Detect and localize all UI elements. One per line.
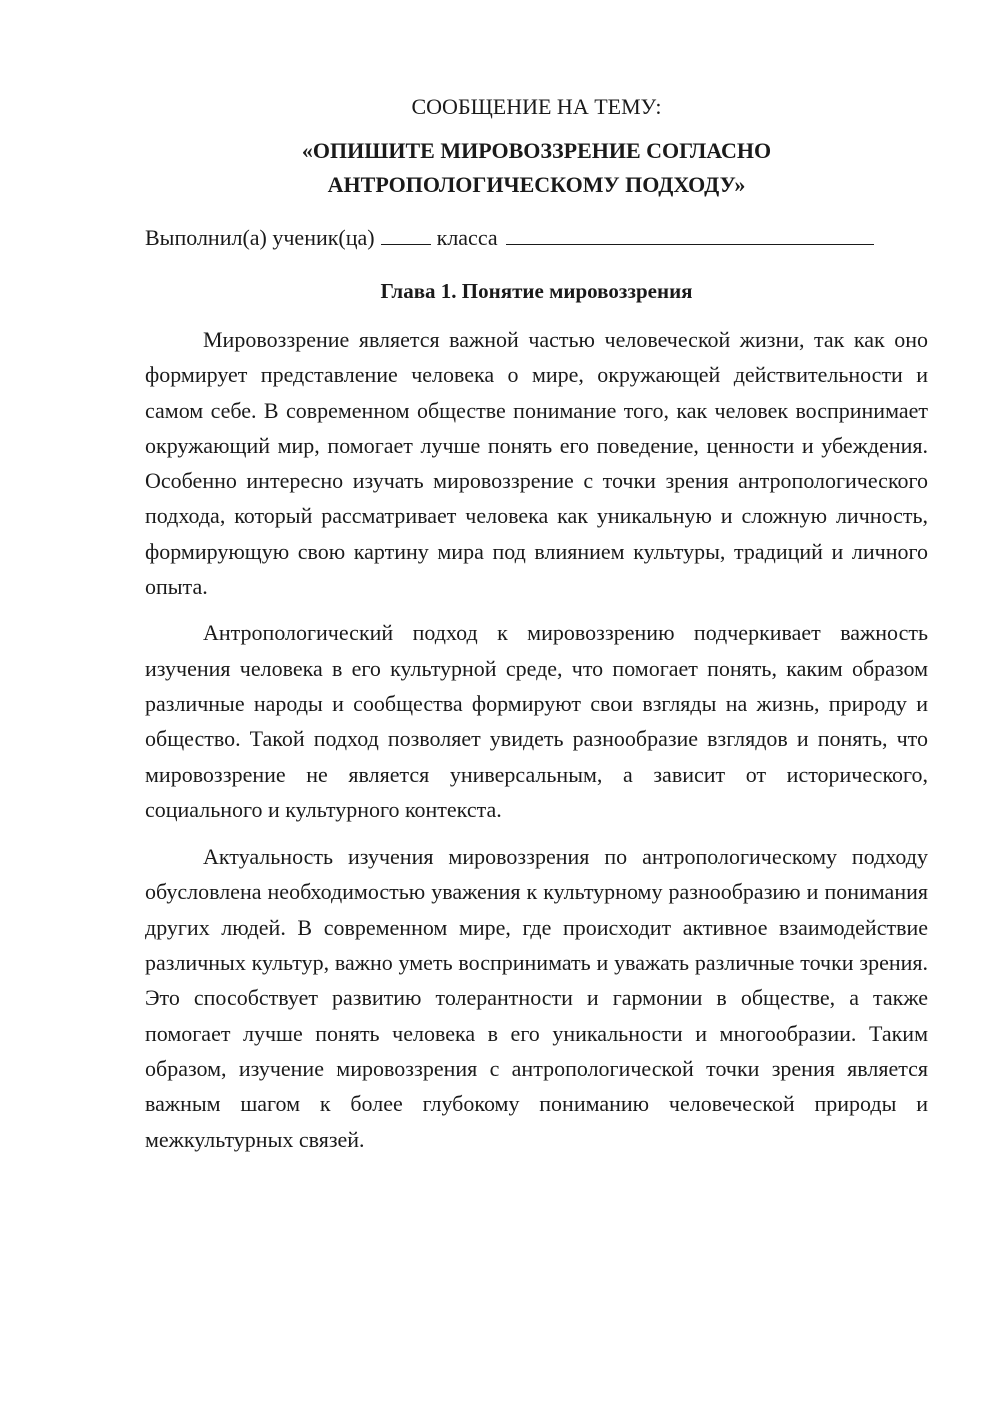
document-title — [145, 134, 928, 202]
document-title-line-1: «ОПИШИТЕ МИРОВОЗЗРЕНИЕ СОГЛАСНО — [301, 138, 772, 163]
document-topic-label: СООБЩЕНИЕ НА ТЕМУ: — [411, 94, 662, 119]
chapter-heading: Глава 1. Понятие мировоззрения — [380, 279, 693, 303]
author-line — [145, 222, 928, 253]
author-prefix: Выполнил(а) ученик(ца) — [145, 225, 375, 250]
document-page — [145, 92, 928, 1157]
document-title-line-2: АНТРОПОЛОГИЧЕСКОМУ ПОДХОДУ» — [327, 172, 746, 197]
author-class-label: класса — [436, 225, 498, 250]
body-paragraph-1: Мировоззрение является важной частью человеческой жизни, так как оно формирует представление человека о мире, окружающей действительности и самом себе. В современном обществе понимание того, как человек воспринимает окружающий мир, помогает лучше понять его поведение, ценности и убеждения. Особенно интересно изучать мировоззрение с точки зрения антропологического подхода, который рассматривает человека как уникальную и сложную личность, формирующую свою картину мира под влиянием культуры, традиций и личного опыта. — [145, 327, 928, 600]
grade-blank-field — [381, 222, 431, 245]
body-paragraph-3: Актуальность изучения мировоззрения по антропологическому подходу обусловлена необходимостью уважения к культурному разнообразию и понимания других людей. В современном мире, где происходит активное взаимодействие различных культур, важно уметь воспринимать и уважать различные точки зрения. Это способствует развитию толерантности и гармонии в обществе, а также помогает лучше понять человека в его уникальности и многообразии. Таким образом, изучение мировоззрения с антропологической точки зрения является важным шагом к более глубокому пониманию человеческой природы и межкультурных связей. — [145, 844, 928, 1152]
body-paragraph-2: Антропологический подход к мировоззрению подчеркивает важность изучения человека в его культурной среде, что помогает понять, каким образом различные народы и сообщества формируют свои взгляды на жизнь, природу и общество. Такой подход позволяет увидеть разнообразие взглядов и понять, что мировоззрение не является универсальным, а зависит от исторического, социального и культурного контекста. — [145, 620, 928, 822]
class-name-blank-field — [506, 222, 874, 245]
